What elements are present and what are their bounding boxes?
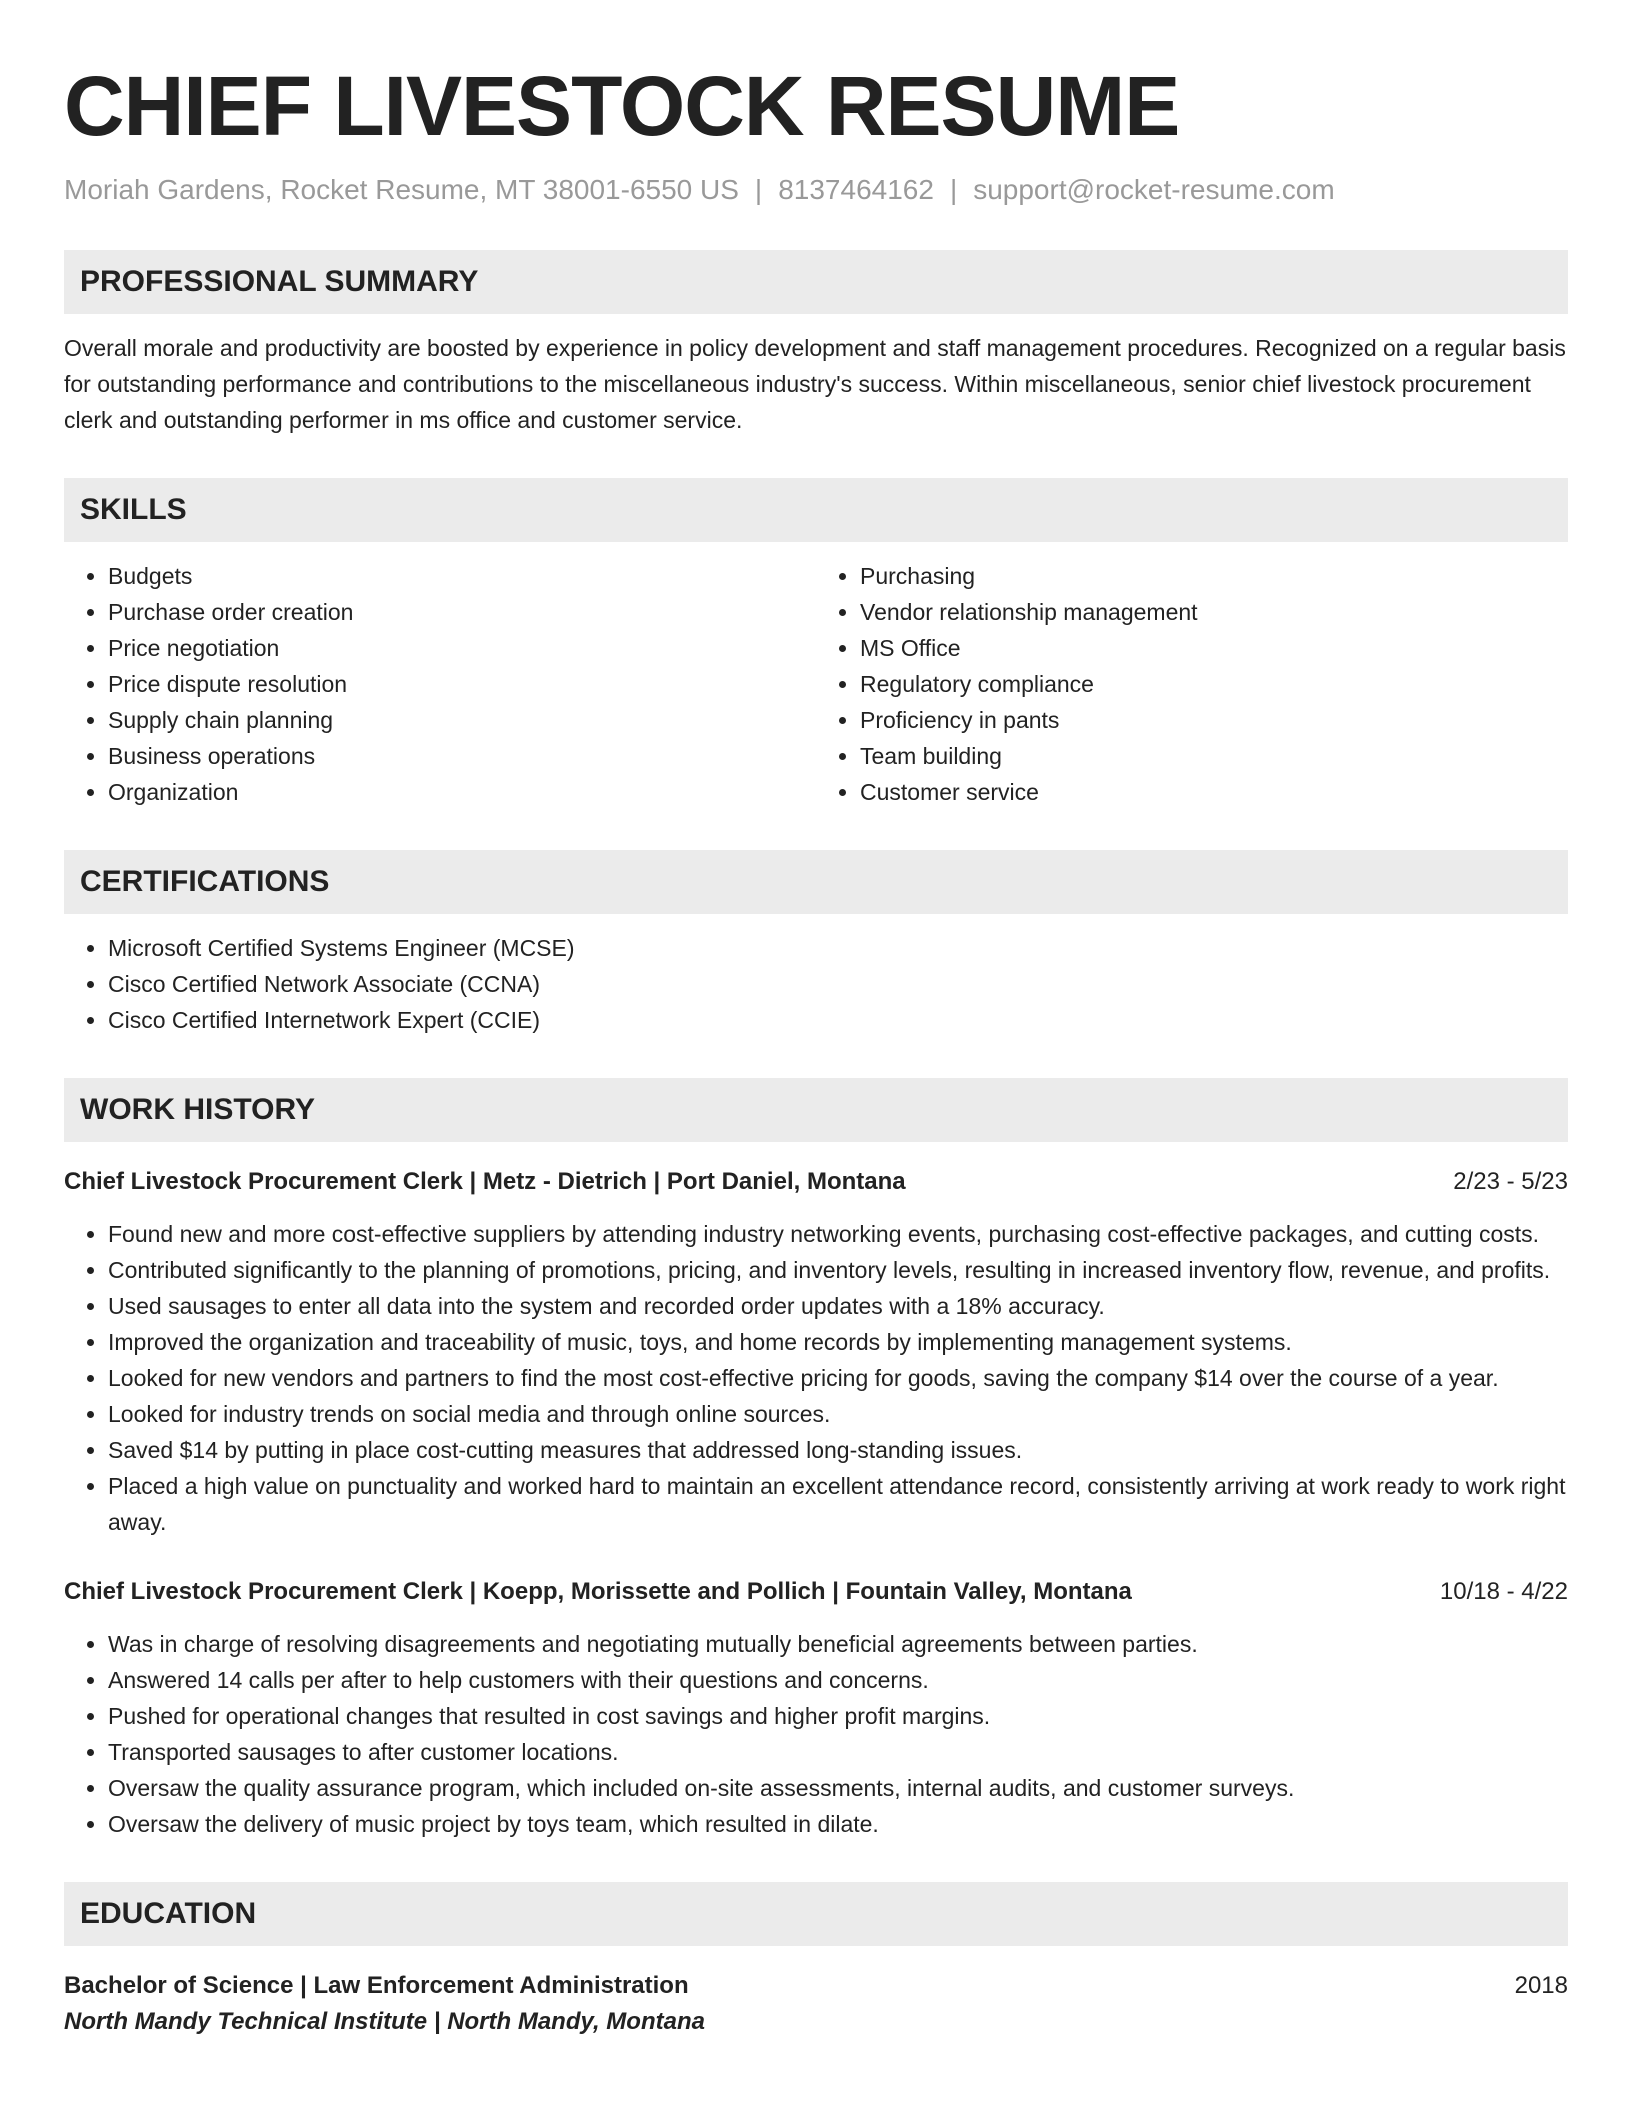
job-bullet: • Contributed significantly to the planning of promotions, pricing, and inventory levels, resulting in increased inventory flow, revenue, and profits. (108, 1252, 1568, 1288)
contact-phone: 8137464162 (778, 174, 934, 205)
certification-item: • Cisco Certified Internetwork Expert (CCIE) (108, 1002, 1568, 1038)
skill-item: • Purchase order creation (108, 594, 816, 630)
skills-list-right (816, 558, 1568, 810)
job-bullet: • Pushed for operational changes that resulted in cost savings and higher profit margins. (108, 1698, 1568, 1734)
skills-columns (64, 558, 1568, 810)
skill-item: • Proficiency in pants (860, 702, 1568, 738)
section-header-summary: PROFESSIONAL SUMMARY (64, 250, 1568, 314)
job-bullet: • Found new and more cost-effective suppliers by attending industry networking events, purchasing cost-effective packages, and cutting costs. (108, 1216, 1568, 1252)
job-bullet: • Looked for industry trends on social media and through online sources. (108, 1396, 1568, 1432)
job-bullet: • Improved the organization and traceability of music, toys, and home records by implementing management systems. (108, 1324, 1568, 1360)
job-bullet: • Placed a high value on punctuality and worked hard to maintain an excellent attendance record, consistently arriving at work ready to work right away. (108, 1468, 1568, 1540)
skill-item: • Price negotiation (108, 630, 816, 666)
job-title: Chief Livestock Procurement Clerk | Koepp, Morissette and Pollich | Fountain Valley, Montana (64, 1578, 1132, 1605)
skill-item: • MS Office (860, 630, 1568, 666)
skill-item: • Team building (860, 738, 1568, 774)
job-bullet: • Oversaw the quality assurance program, which included on-site assessments, internal audits, and customer surveys. (108, 1770, 1568, 1806)
skill-item: • Budgets (108, 558, 816, 594)
job-header (64, 1164, 1568, 1200)
skill-item: • Business operations (108, 738, 816, 774)
education-degree: Bachelor of Science | Law Enforcement Administration (64, 1972, 689, 1999)
job-entry (64, 1574, 1568, 1842)
skill-item: • Vendor relationship management (860, 594, 1568, 630)
certifications-list (64, 930, 1568, 1038)
contact-separator: | (949, 174, 958, 205)
skills-list-left (64, 558, 816, 810)
section-header-work-history: WORK HISTORY (64, 1078, 1568, 1142)
section-header-certifications: CERTIFICATIONS (64, 850, 1568, 914)
summary-text: Overall morale and productivity are boosted by experience in policy development and staff management procedures. Recognized on a regular basis for outstanding performance and contributions to the miscellaneous industry's success. Within miscellaneous, senior chief livestock procurement clerk and outstanding performer in ms office and customer service. (64, 335, 1566, 433)
contact-address: Moriah Gardens, Rocket Resume, MT 38001-6550 US (64, 174, 739, 205)
section-header-skills: SKILLS (64, 478, 1568, 542)
job-dates: 2/23 - 5/23 (1453, 1168, 1568, 1195)
skill-item: • Price dispute resolution (108, 666, 816, 702)
skill-item: • Supply chain planning (108, 702, 816, 738)
certification-item: • Cisco Certified Network Associate (CCNA) (108, 966, 1568, 1002)
job-bullets (64, 1216, 1568, 1540)
job-bullet: • Oversaw the delivery of music project by toys team, which resulted in dilate. (108, 1806, 1568, 1842)
contact-email: support@rocket-resume.com (973, 174, 1335, 205)
job-bullet: • Answered 14 calls per after to help customers with their questions and concerns. (108, 1662, 1568, 1698)
education-header (64, 1968, 1568, 2004)
skill-item: • Purchasing (860, 558, 1568, 594)
job-dates: 10/18 - 4/22 (1439, 1578, 1568, 1605)
job-bullet: • Saved $14 by putting in place cost-cutting measures that addressed long-standing issues. (108, 1432, 1568, 1468)
skill-item: • Customer service (860, 774, 1568, 810)
skill-item: • Regulatory compliance (860, 666, 1568, 702)
job-title: Chief Livestock Procurement Clerk | Metz - Dietrich | Port Daniel, Montana (64, 1168, 906, 1195)
job-bullet: • Used sausages to enter all data into the system and recorded order updates with a 18% accuracy. (108, 1288, 1568, 1324)
job-bullet: • Looked for new vendors and partners to find the most cost-effective pricing for goods, saving the company $14 over the course of a year. (108, 1360, 1568, 1396)
education-school: North Mandy Technical Institute | North Mandy, Montana (64, 2008, 705, 2035)
contact-line (64, 170, 1568, 210)
skill-item: • Organization (108, 774, 816, 810)
certification-item: • Microsoft Certified Systems Engineer (MCSE) (108, 930, 1568, 966)
resume-title: CHIEF LIVESTOCK RESUME (64, 59, 1180, 153)
section-header-education: EDUCATION (64, 1882, 1568, 1946)
job-entry (64, 1164, 1568, 1540)
education-year: 2018 (1514, 1972, 1568, 1999)
job-bullet: • Transported sausages to after customer locations. (108, 1734, 1568, 1770)
job-header (64, 1574, 1568, 1610)
job-bullet: • Was in charge of resolving disagreements and negotiating mutually beneficial agreements between parties. (108, 1626, 1568, 1662)
job-bullets (64, 1626, 1568, 1842)
contact-separator: | (754, 174, 763, 205)
